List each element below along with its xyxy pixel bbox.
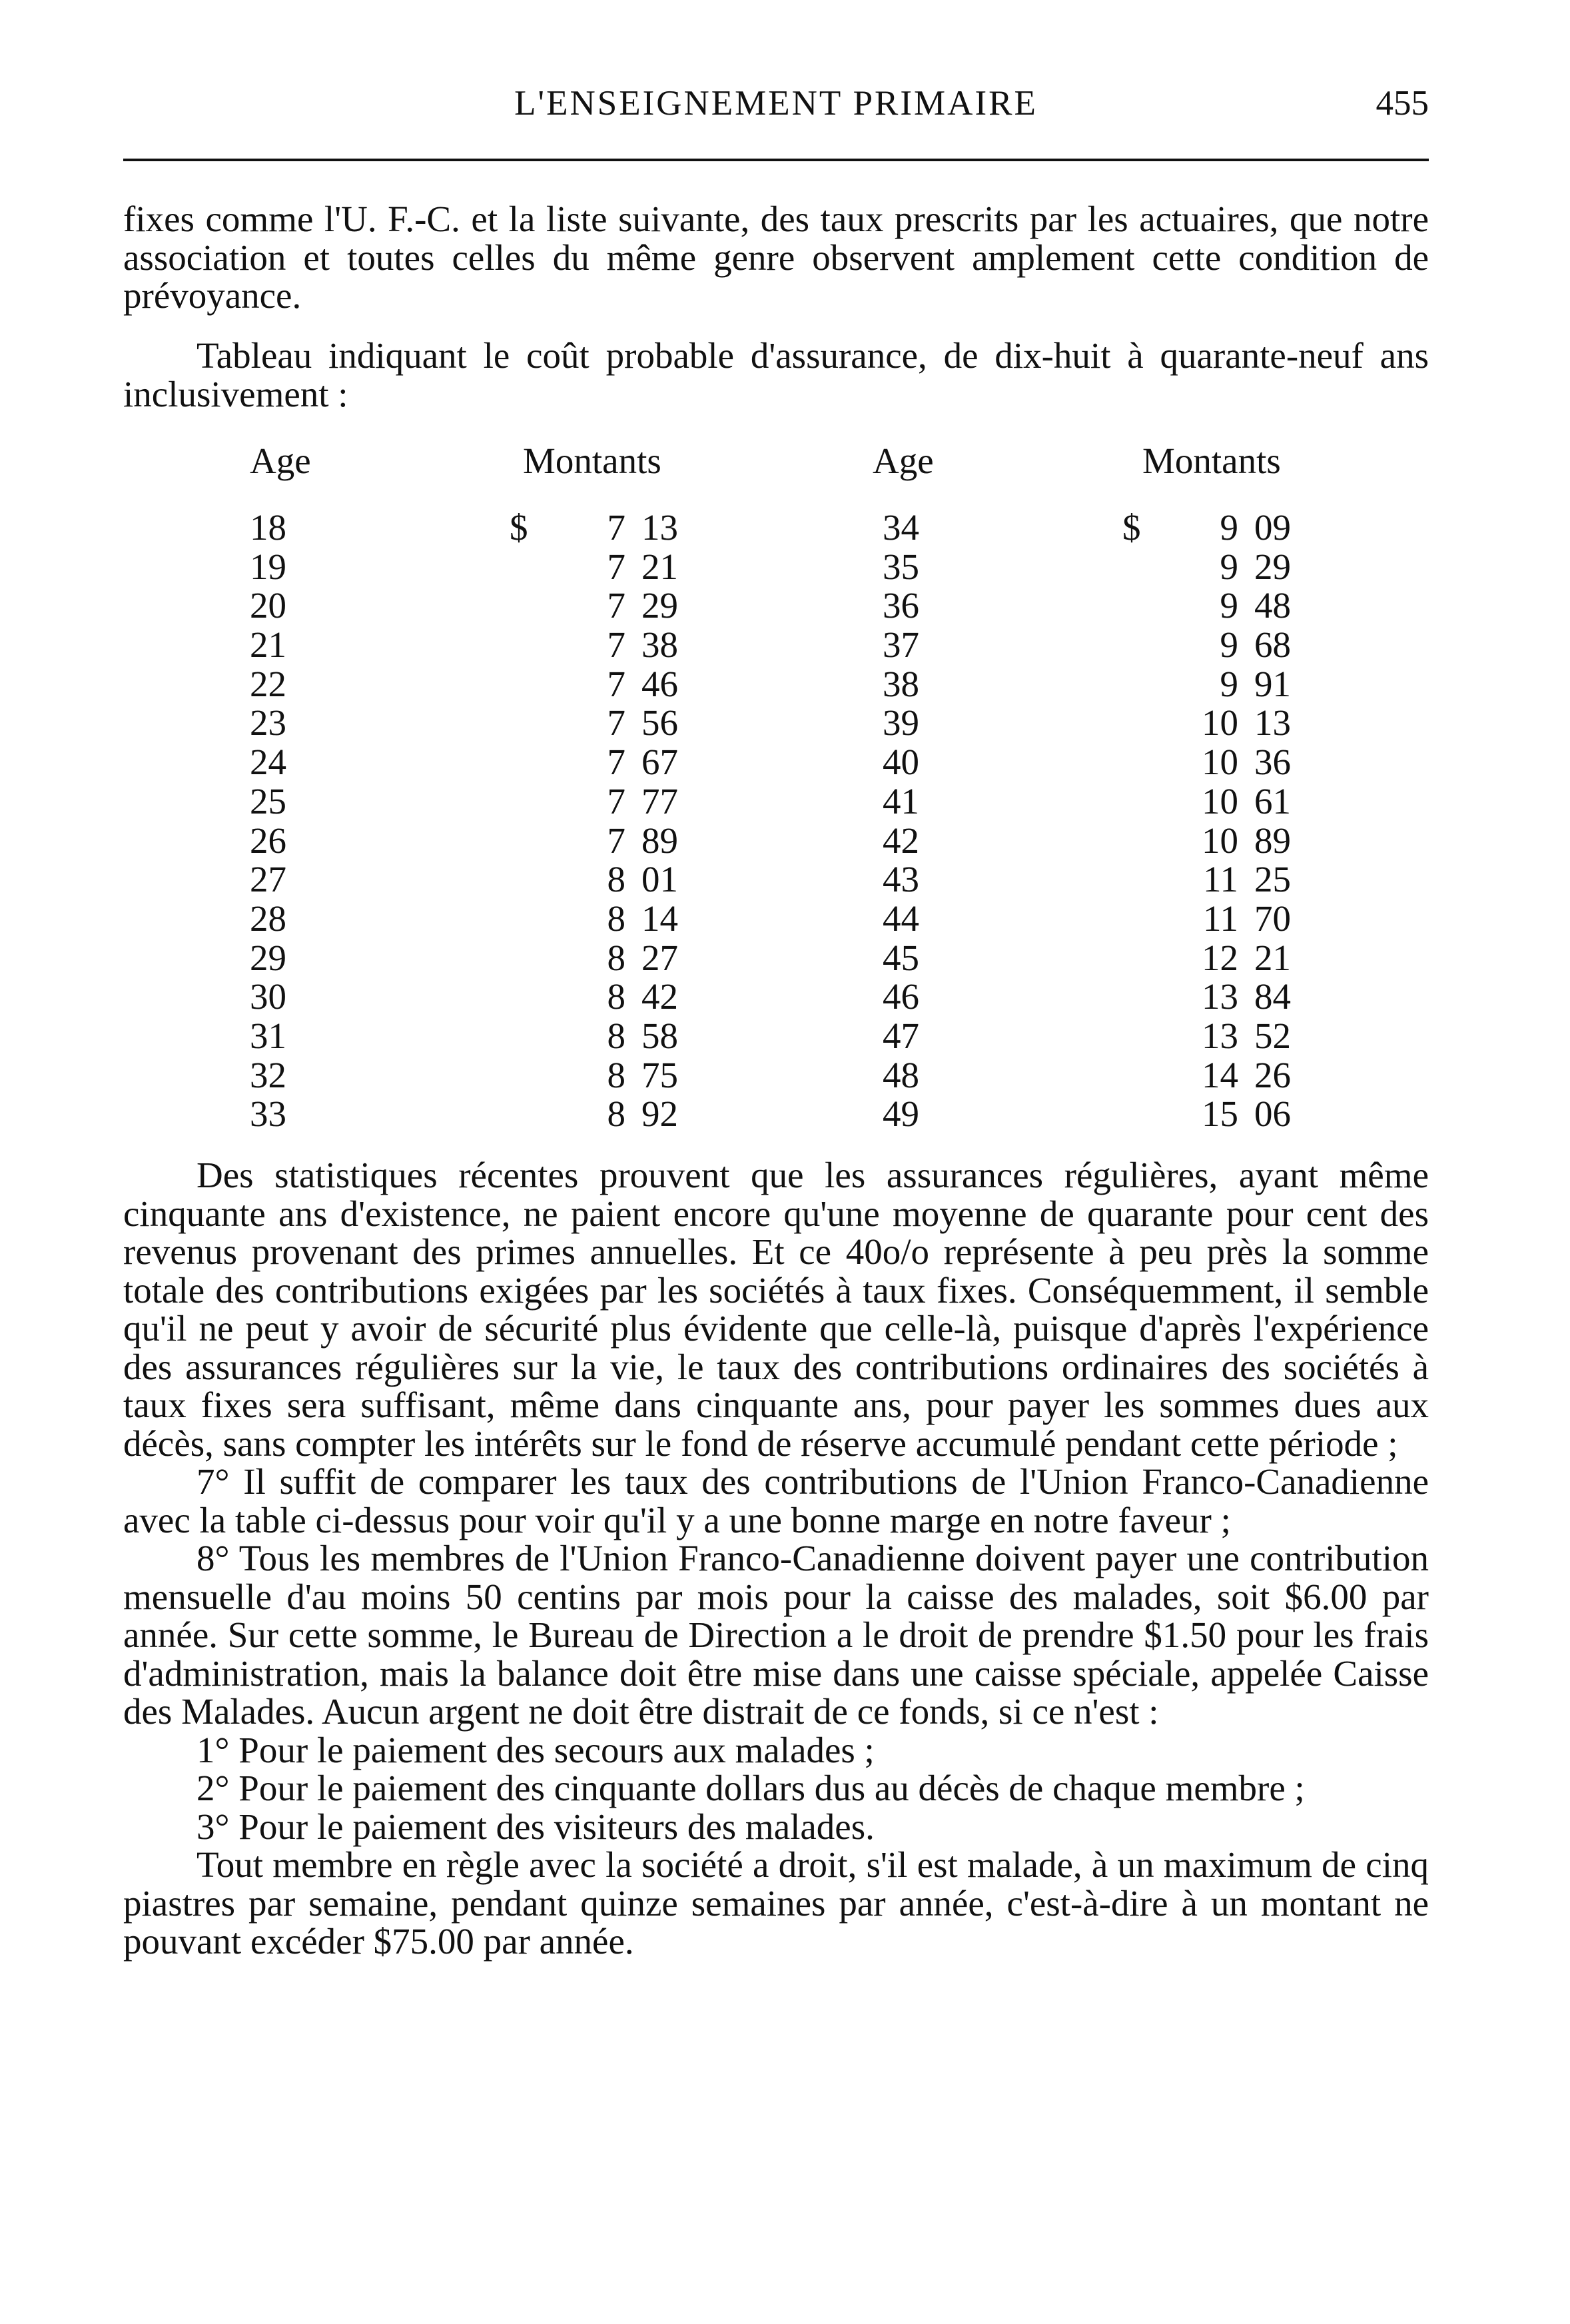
amount-dollars: 10 [1202,742,1238,783]
amount-cell [510,937,723,979]
amount-cents: 21 [1254,937,1291,978]
amount-cents: 21 [641,546,678,587]
age-cell: 49 [883,1093,919,1135]
amount-dollars: 10 [1202,780,1238,822]
column-header-montants: Montants [523,440,661,481]
age-cell: 33 [250,1093,286,1135]
amount-cents: 42 [641,976,678,1017]
amount-dollars: 7 [607,663,625,704]
amount-cell [1122,1015,1389,1057]
amount-cents: 38 [641,624,678,666]
amount-dollars: 9 [1220,546,1238,587]
amount-cell [1122,741,1389,783]
table-row [123,741,1429,783]
paragraph: Tout membre en règle avec la société a droit, s'il est malade, à un maximum de cinq piastres par semaine, pendant quinze semaines par année, c'est-à-dire à un montant ne pouvant excéder $75.00 par année. [123,1844,1429,1962]
amount-dollars: 12 [1202,937,1238,978]
amount-dollars: 7 [607,820,625,861]
amount-cents: 06 [1254,1093,1291,1135]
amount-cell [510,1093,723,1135]
amount-dollars: 11 [1203,897,1238,939]
age-cell: 42 [883,820,919,861]
age-cell: 48 [883,1054,919,1095]
table-row [123,1093,1429,1135]
amount-cell [510,506,723,548]
amount-cents: 14 [641,897,678,939]
amount-cents: 92 [641,1093,678,1135]
amount-cell [1122,506,1389,548]
amount-dollars: 9 [1220,585,1238,626]
age-cell: 24 [250,742,286,783]
age-cell: 32 [250,1054,286,1095]
table-row [123,1015,1429,1054]
column-header-age: Age [250,440,311,481]
age-cell: 38 [883,663,919,704]
table-row [123,897,1429,937]
age-cell: 36 [883,585,919,626]
amount-dollars: 7 [607,742,625,783]
age-cell: 43 [883,859,919,900]
running-head: L'ENSEIGNEMENT PRIMAIRE [514,84,1038,123]
table-row [123,663,1429,702]
paragraph: fixes comme l'U. F.-C. et la liste suivante, des taux prescrits par les actuaires, que notre association et toutes celles du même genre observent amplement cette condition de prévoyance. [123,199,1429,316]
amount-cents: 67 [641,742,678,783]
amount-cell [510,624,723,666]
amount-cents: 68 [1254,624,1291,666]
table-row [123,702,1429,744]
amount-cents: 27 [641,937,678,978]
table-row [123,937,1429,976]
age-cell: 29 [250,937,286,978]
table-row [123,780,1429,820]
amount-cents: 84 [1254,976,1291,1017]
amount-cell [510,780,723,822]
amount-dollars: 13 [1202,1015,1238,1056]
amount-cents: 29 [1254,546,1291,587]
amount-cell [1122,937,1389,979]
age-cell: 34 [883,507,919,548]
body-text [123,1156,1429,1961]
age-cell: 46 [883,976,919,1017]
table-row [123,975,1429,1015]
paragraph: 8° Tous les membres de l'Union Franco-Canadienne doivent payer une contribution mensuelle d'au moins 50 centins par mois pour la caisse des malades, soit $6.00 par année. Sur cette somme, le Bureau de Direction a le droit de prendre $1.50 pour les frais d'administration, mais la balance doit être mise dans une caisse spéciale, appelée Caisse des Malades. Aucun argent ne doit être distrait de ce fonds, si ce n'est : [123,1538,1429,1732]
amount-cents: 91 [1254,663,1291,704]
amount-dollars: 15 [1202,1093,1238,1135]
amount-cents: 01 [641,859,678,900]
age-cell: 44 [883,897,919,939]
amount-dollars: 8 [607,976,625,1017]
amount-cents: 56 [641,702,678,744]
amount-cell [510,584,723,626]
dollar-sign: $ [510,507,528,548]
amount-dollars: 10 [1202,820,1238,861]
amount-dollars: 8 [607,859,625,900]
age-cell: 47 [883,1015,919,1056]
table-caption [123,336,1429,413]
paragraph: Tableau indiquant le coût probable d'assurance, de dix-huit à quarante-neuf ans inclusivement : [123,335,1429,414]
amount-cents: 75 [641,1054,678,1095]
amount-cents: 09 [1254,507,1291,548]
age-cell: 41 [883,780,919,822]
page-number: 455 [1375,84,1429,123]
amount-dollars: 14 [1202,1054,1238,1095]
age-cell: 20 [250,585,286,626]
column-header-montants: Montants [1142,440,1281,481]
amount-cell [510,663,723,705]
amount-cents: 70 [1254,897,1291,939]
amount-cell [1122,975,1389,1017]
header-rule [123,159,1429,161]
dollar-sign: $ [1122,507,1141,548]
amount-cell [510,1054,723,1096]
amount-cents: 36 [1254,742,1291,783]
amount-cents: 58 [641,1015,678,1056]
age-cell: 30 [250,976,286,1017]
amount-dollars: 8 [607,897,625,939]
amount-cents: 13 [641,507,678,548]
amount-cents: 13 [1254,702,1291,744]
age-cell: 23 [250,702,286,744]
age-cell: 39 [883,702,919,744]
age-cell: 31 [250,1015,286,1056]
amount-dollars: 9 [1220,663,1238,704]
age-cell: 21 [250,624,286,666]
amount-cell [510,897,723,939]
table-row [123,1054,1429,1093]
amount-cents: 25 [1254,859,1291,900]
amount-cell [1122,897,1389,939]
amount-cell [510,741,723,783]
amount-cell [1122,663,1389,705]
amount-cell [510,975,723,1017]
age-cell: 22 [250,663,286,704]
amount-cell [1122,1093,1389,1135]
age-cell: 26 [250,820,286,861]
amount-dollars: 13 [1202,976,1238,1017]
paragraph: 3° Pour le paiement des visiteurs des malades. [196,1806,875,1847]
amount-cell [510,702,723,744]
age-cell: 27 [250,859,286,900]
amount-cents: 52 [1254,1015,1291,1056]
age-cell: 40 [883,742,919,783]
paragraph: Des statistiques récentes prouvent que les assurances régulières, ayant même cinquante ans d'existence, ne paient encore qu'une moyenne de quarante pour cent des revenus provenant des primes annuelles. Et ce 40o/o représente à peu près la somme totale des contributions exigées par les sociétés à taux fixes. Conséquemment, il semble qu'il ne peut y avoir de sécurité plus évidente que celle-là, puisque d'après l'expérience des assurances régulières sur la vie, le taux des contributions ordinaires des sociétés à taux fixes sera suffisant, même dans cinquante ans, pour payer les sommes dues aux décès, sans compter les intérêts sur le fond de réserve accumulé pendant cette période ; [123,1155,1429,1464]
amount-cell [510,1015,723,1057]
amount-dollars: 9 [1220,507,1238,548]
amount-dollars: 7 [607,702,625,744]
amount-dollars: 9 [1220,624,1238,666]
amount-cents: 89 [641,820,678,861]
age-cell: 19 [250,546,286,587]
amount-cell [1122,624,1389,666]
amount-cell [510,820,723,862]
amount-cell [510,546,723,588]
paragraph: 2° Pour le paiement des cinquante dollars dus au décès de chaque membre ; [196,1768,1305,1808]
amount-cell [1122,780,1389,822]
paragraph: 7° Il suffit de comparer les taux des contributions de l'Union Franco-Canadienne avec la table ci-dessus pour voir qu'il y a une bonne marge en notre faveur ; [123,1461,1429,1540]
amount-cell [1122,584,1389,626]
age-cell: 45 [883,937,919,978]
table-row [123,584,1429,624]
amount-cents: 61 [1254,780,1291,822]
amount-dollars: 8 [607,1015,625,1056]
amount-cell [1122,546,1389,588]
age-cell: 37 [883,624,919,666]
age-cell: 28 [250,897,286,939]
amount-cell [1122,702,1389,744]
page-header [123,83,1429,143]
age-cell: 18 [250,507,286,548]
table-body [123,506,1429,1135]
amount-cell [1122,1054,1389,1096]
amount-dollars: 7 [607,624,625,666]
amount-dollars: 7 [607,507,625,548]
amount-cents: 29 [641,585,678,626]
amount-cents: 48 [1254,585,1291,626]
amount-cents: 46 [641,663,678,704]
amount-dollars: 8 [607,1093,625,1135]
table-row [123,624,1429,666]
paragraph: 1° Pour le paiement des secours aux malades ; [196,1729,875,1770]
amount-dollars: 7 [607,780,625,822]
age-cell: 35 [883,546,919,587]
table-row [123,506,1429,546]
amount-dollars: 7 [607,546,625,587]
amount-cell [510,858,723,900]
amount-cents: 77 [641,780,678,822]
amount-dollars: 11 [1203,859,1238,900]
table-row [123,820,1429,859]
intro-text [123,200,1429,315]
amount-dollars: 10 [1202,702,1238,744]
amount-dollars: 7 [607,585,625,626]
table-row [123,546,1429,585]
table-row [123,858,1429,900]
amount-cell [1122,820,1389,862]
amount-cents: 89 [1254,820,1291,861]
age-cell: 25 [250,780,286,822]
table-header [123,440,1429,480]
amount-cents: 26 [1254,1054,1291,1095]
amount-dollars: 8 [607,937,625,978]
amount-dollars: 8 [607,1054,625,1095]
column-header-age: Age [873,440,934,481]
amount-cell [1122,858,1389,900]
